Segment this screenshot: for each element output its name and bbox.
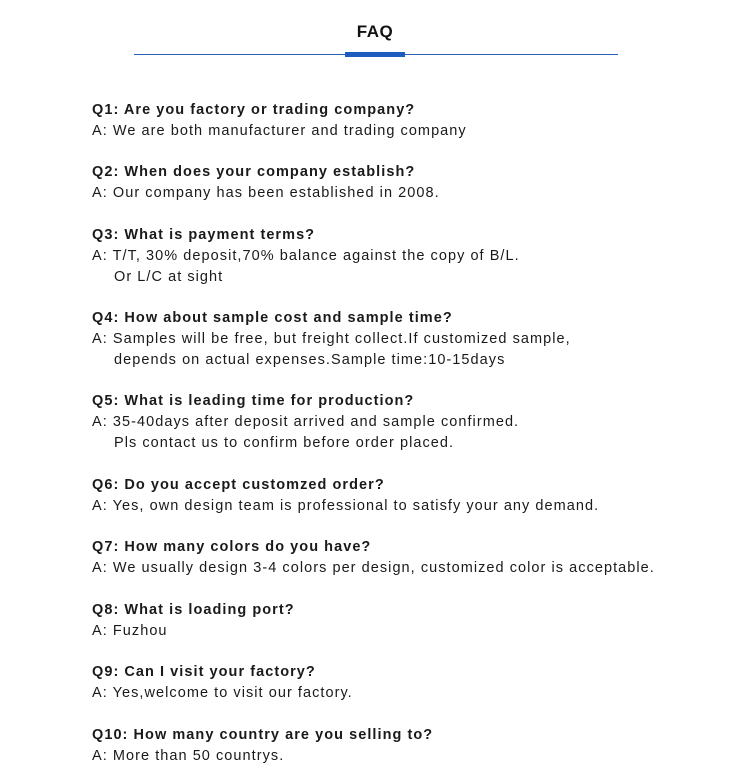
- faq-question: Q2: When does your company establish?: [92, 164, 416, 180]
- faq-question: Q4: How about sample cost and sample time?: [92, 310, 453, 326]
- faq-item-8: [92, 600, 732, 642]
- faq-answer: A: 35-40days after deposit arrived and sample confirmed.: [92, 414, 520, 430]
- faq-item-3: [92, 225, 732, 288]
- faq-item-2: [92, 162, 732, 204]
- faq-question: Q9: Can I visit your factory?: [92, 664, 316, 680]
- faq-answer: A: Fuzhou: [92, 623, 168, 639]
- faq-question: Q8: What is loading port?: [92, 602, 295, 618]
- faq-answer: A: Our company has been established in 2008.: [92, 185, 440, 201]
- faq-answer: A: Samples will be free, but freight collect.If customized sample,: [92, 331, 571, 347]
- faq-question: Q10: How many country are you selling to?: [92, 727, 434, 743]
- faq-question: Q7: How many colors do you have?: [92, 539, 372, 555]
- page-title: FAQ: [356, 22, 394, 41]
- title-divider-accent: [345, 52, 405, 57]
- faq-header: [0, 22, 750, 62]
- faq-answer: A: More than 50 countrys.: [92, 748, 285, 764]
- faq-item-1: [92, 100, 732, 142]
- faq-item-9: [92, 662, 732, 704]
- faq-item-6: [92, 475, 732, 517]
- faq-answer-continued: depends on actual expenses.Sample time:10-15days: [114, 352, 506, 368]
- faq-item-4: [92, 308, 732, 371]
- faq-answer-continued: Or L/C at sight: [114, 269, 224, 285]
- faq-question: Q1: Are you factory or trading company?: [92, 102, 416, 118]
- faq-question: Q6: Do you accept customzed order?: [92, 477, 385, 493]
- faq-answer: A: Yes, own design team is professional to satisfy your any demand.: [92, 498, 600, 514]
- faq-item-10: [92, 725, 732, 767]
- faq-question: Q5: What is leading time for production?: [92, 393, 415, 409]
- faq-item-5: [92, 391, 732, 454]
- faq-answer: A: T/T, 30% deposit,70% balance against the copy of B/L.: [92, 248, 520, 264]
- faq-answer: A: We are both manufacturer and trading company: [92, 123, 467, 139]
- faq-item-7: [92, 537, 732, 579]
- faq-answer: A: We usually design 3-4 colors per design, customized color is acceptable.: [92, 560, 655, 576]
- faq-question: Q3: What is payment terms?: [92, 227, 316, 243]
- faq-answer-continued: Pls contact us to confirm before order placed.: [114, 435, 455, 451]
- faq-answer: A: Yes,welcome to visit our factory.: [92, 685, 353, 701]
